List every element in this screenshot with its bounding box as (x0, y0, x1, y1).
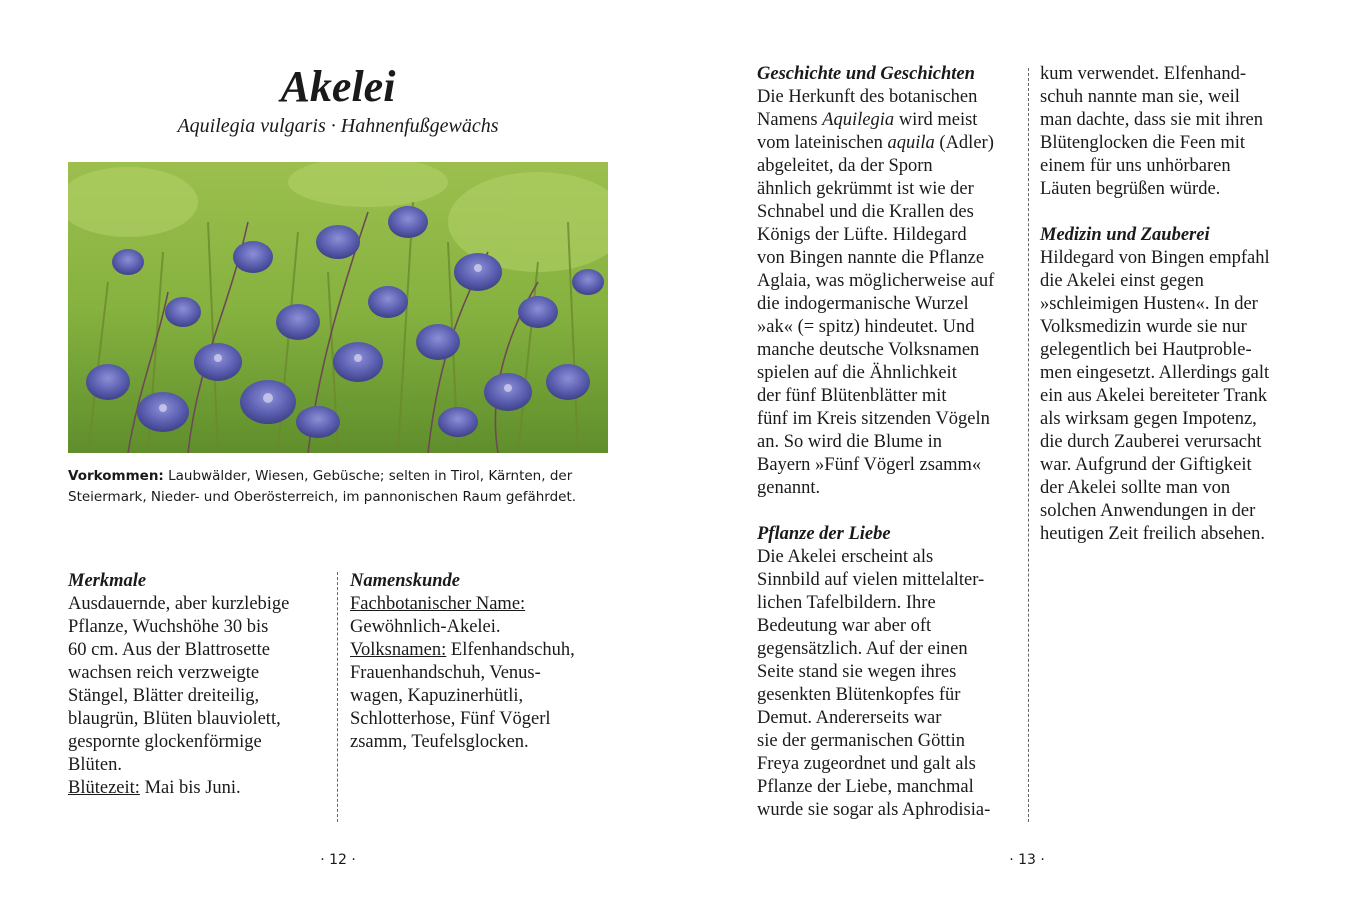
namenskunde-heading: Namenskunde (350, 571, 460, 591)
text-line: Pflanze, Wuchshöhe 30 bis (68, 617, 269, 637)
text-line: blaugrün, Blüten blauviolett, (68, 709, 281, 729)
column-divider (1028, 68, 1029, 822)
text-line: wachsen reich verzweigte (68, 663, 260, 683)
text-line: men eingesetzt. Allerdings galt (1040, 363, 1270, 383)
volks-line (350, 639, 612, 662)
spacer (1040, 201, 1310, 224)
text-line: »ak« (= spitz) hindeutet. Und (757, 317, 975, 337)
text-line: 60 cm. Aus der Blattrosette (68, 640, 270, 660)
text-line: Schlotterhose, Fünf Vögerl (350, 709, 551, 729)
text-line: schuh nannte man sie, weil (1040, 87, 1240, 107)
text-line: zsamm, Teufelsglocken. (350, 732, 529, 752)
text-line: von Bingen nannte die Pflanze (757, 248, 985, 268)
text-line: genannt. (757, 478, 821, 498)
text-line: gegensätzlich. Auf der einen (757, 639, 968, 659)
text-line: Blüten. (68, 755, 122, 775)
caption-line: Steiermark, Nieder- und Oberösterreich, im pannonischen Raum gefährdet. (68, 489, 577, 505)
text-line: an. So wird die Blume in (757, 432, 942, 452)
text-line: einem für uns unhörbaren (1040, 156, 1231, 176)
text-line: der fünf Blütenblätter mit (757, 386, 947, 406)
volks-first: Elfenhandschuh, (446, 640, 575, 660)
page-number-left: · 12 · (320, 852, 356, 868)
latin-term: Aquilegia (822, 110, 895, 130)
text-line: Ausdauernde, aber kurzlebige (68, 594, 290, 614)
column-divider (337, 572, 338, 822)
text-line: als wirksam gegen Impotenz, (1040, 409, 1257, 429)
medizin-heading: Medizin und Zauberei (1040, 225, 1210, 245)
text-line: »schleimigen Husten«. In der (1040, 294, 1258, 314)
text-line: spielen auf die Ähnlichkeit (757, 363, 957, 383)
text-line: Schnabel und die Krallen des (757, 202, 974, 222)
flower-photo (68, 162, 608, 453)
text-line: Volksmedizin wurde sie nur (1040, 317, 1247, 337)
text-line: sie der germanischen Göttin (757, 731, 966, 751)
page-number-right: · 13 · (1009, 852, 1045, 868)
geschichte-heading: Geschichte und Geschichten (757, 64, 975, 84)
text-line: Hildegard von Bingen empfahl (1040, 248, 1270, 268)
text-line: lichen Tafelbildern. Ihre (757, 593, 936, 613)
text-line: Bedeutung war aber oft (757, 616, 932, 636)
text-line: die Akelei einst gegen (1040, 271, 1204, 291)
text-line: heutigen Zeit freilich absehen. (1040, 524, 1265, 544)
bluetezeit-value: Mai bis Juni. (139, 778, 241, 798)
text-line: solchen Anwendungen in der (1040, 501, 1256, 521)
text-line: abgeleitet, da der Sporn (757, 156, 933, 176)
text-line: Die Herkunft des botanischen (757, 87, 978, 107)
text-line: wagen, Kapuzinerhütli, (350, 686, 524, 706)
text-line: die durch Zauberei verursacht (1040, 432, 1262, 452)
text-line: Stängel, Blätter dreiteilig, (68, 686, 260, 706)
merkmale-section (68, 570, 330, 800)
text-line: die indogermanische Wurzel (757, 294, 969, 314)
text-line: ein aus Akelei bereiteter Trank (1040, 386, 1268, 406)
spacer (757, 500, 1017, 523)
fach-label: Fachbotanischer Name: (350, 594, 526, 614)
text-line: Seite stand sie wegen ihres (757, 662, 957, 682)
text-line: Sinnbild auf vielen mittelalter- (757, 570, 985, 590)
fach-value: Gewöhnlich-Akelei. (350, 617, 501, 637)
text-line: Pflanze der Liebe, manchmal (757, 777, 974, 797)
page-title: Akelei (280, 62, 396, 111)
text-line: Freya zugeordnet und galt als (757, 754, 976, 774)
text-line: gesenkten Blütenkopfes für (757, 685, 961, 705)
text-line: gelegentlich bei Hautproble- (1040, 340, 1252, 360)
bluetezeit-label: Blütezeit: (68, 778, 140, 798)
text-line: wurde sie sogar als Aphrodisia- (757, 800, 991, 820)
right-column-a (757, 63, 1017, 822)
bluetezeit-line (68, 777, 330, 800)
text-line: Bayern »Fünf Vögerl zsamm« (757, 455, 982, 475)
caption-label: Vorkommen: (68, 468, 164, 484)
latin-term: aquila (887, 133, 935, 153)
text-line: der Akelei sollte man von (1040, 478, 1231, 498)
text-line: Königs der Lüfte. Hildegard (757, 225, 967, 245)
text-line: Demut. Andererseits war (757, 708, 942, 728)
text-line: ähnlich gekrümmt ist wie der (757, 179, 974, 199)
merkmale-heading: Merkmale (68, 571, 147, 591)
text-line: gespornte glockenförmige (68, 732, 262, 752)
text-line: vom lateinischen aquila (Adler) (757, 133, 994, 153)
text-line: kum verwendet. Elfenhand- (1040, 64, 1246, 84)
text-line: Frauenhandschuh, Venus- (350, 663, 541, 683)
text-line: man dachte, dass sie mit ihren (1040, 110, 1263, 130)
text-line: Aglaia, was möglicherweise auf (757, 271, 995, 291)
text-line: Blütenglocken die Feen mit (1040, 133, 1245, 153)
volks-label: Volksnamen: (350, 640, 447, 660)
liebe-heading: Pflanze der Liebe (757, 524, 891, 544)
occurrence-caption (68, 466, 628, 508)
species-subtitle: Aquilegia vulgaris · Hahnenfußgewächs (177, 115, 499, 137)
text-line: war. Aufgrund der Giftigkeit (1040, 455, 1252, 475)
namenskunde-section (350, 570, 612, 754)
text-line: Läuten begrüßen würde. (1040, 179, 1221, 199)
right-column-b (1040, 63, 1310, 546)
caption-line: Laubwälder, Wiesen, Gebüsche; selten in Tirol, Kärnten, der (163, 468, 573, 484)
text-line: fünf im Kreis sitzenden Vögeln (757, 409, 990, 429)
text-line: Namens Aquilegia wird meist (757, 110, 978, 130)
text-line: manche deutsche Volksnamen (757, 340, 980, 360)
text-line: Die Akelei erscheint als (757, 547, 934, 567)
